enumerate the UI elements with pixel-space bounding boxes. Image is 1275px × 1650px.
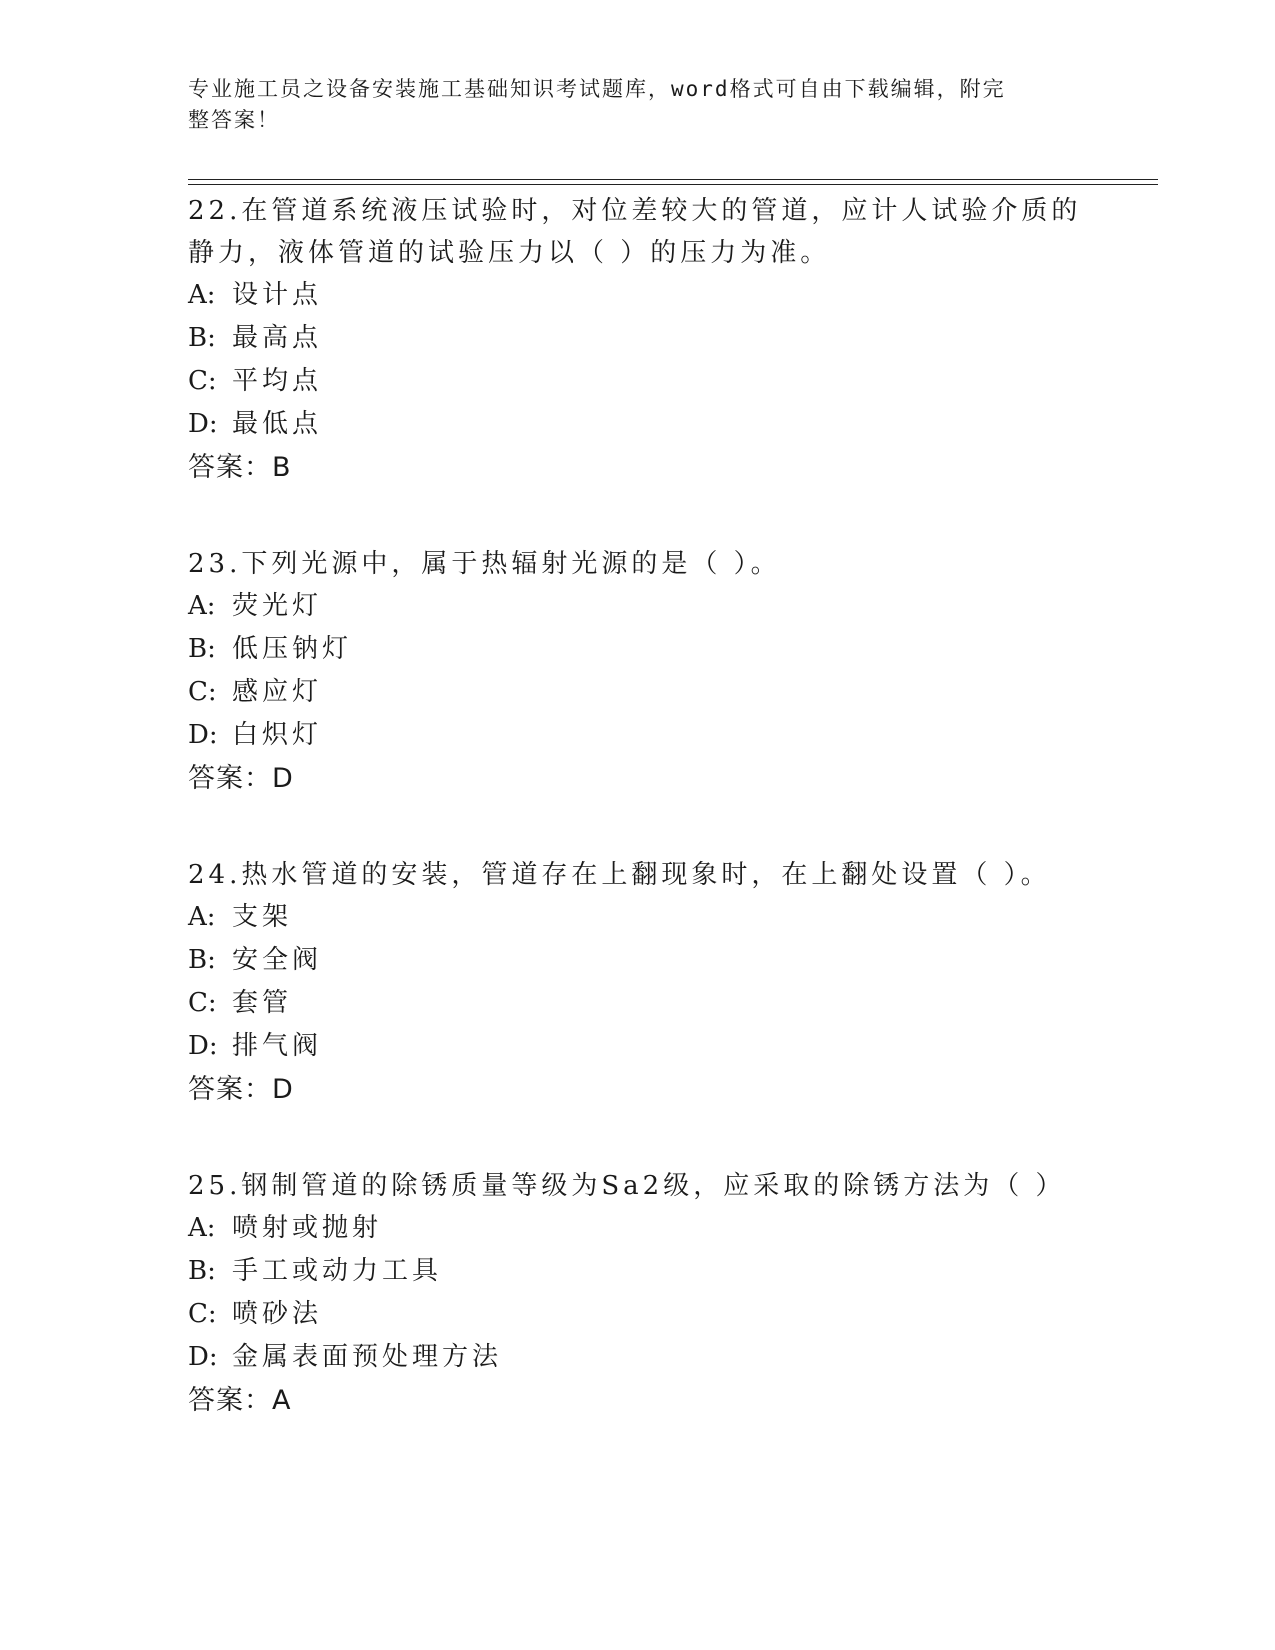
question-22 bbox=[188, 188, 1088, 492]
option-key: C: bbox=[188, 1299, 217, 1329]
answer-line: 答案：A bbox=[188, 1385, 292, 1416]
option-key: B: bbox=[188, 323, 216, 353]
option-key: D: bbox=[188, 1342, 218, 1372]
option-text: 平均点 bbox=[232, 366, 323, 396]
option-text: 喷砂法 bbox=[232, 1299, 323, 1329]
option-key: C: bbox=[188, 988, 217, 1018]
answer-line: 答案：D bbox=[188, 1074, 294, 1105]
option-key: A: bbox=[188, 902, 216, 932]
option-text: 感应灯 bbox=[232, 677, 323, 707]
option-key: D: bbox=[188, 1031, 218, 1061]
option-text: 金属表面预处理方法 bbox=[232, 1342, 503, 1372]
option-d bbox=[188, 1025, 1088, 1068]
option-key: D: bbox=[188, 720, 218, 750]
option-key: A: bbox=[188, 591, 216, 621]
option-text: 排气阀 bbox=[232, 1031, 323, 1061]
question-stem: 23.下列光源中，属于热辐射光源的是（ ）。 bbox=[188, 549, 781, 579]
option-b bbox=[188, 628, 1088, 671]
question-stem: 22.在管道系统液压试验时，对位差较大的管道，应计人试验介质的静力，液体管道的试验压力以（ ）的压力为准。 bbox=[188, 196, 1082, 268]
question-stem: 25.钢制管道的除锈质量等级为Sa2级，应采取的除锈方法为（ ） bbox=[188, 1171, 1066, 1201]
answer-line: 答案：B bbox=[188, 452, 292, 483]
option-a bbox=[188, 896, 1088, 939]
question-23 bbox=[188, 541, 1088, 803]
answer-line: 答案：D bbox=[188, 763, 294, 794]
option-d bbox=[188, 403, 1088, 446]
option-text: 设计点 bbox=[232, 280, 323, 310]
question-stem: 24.热水管道的安装，管道存在上翻现象时，在上翻处设置（ ）。 bbox=[188, 860, 1051, 890]
option-key: D: bbox=[188, 409, 218, 439]
option-text: 支架 bbox=[232, 902, 293, 932]
header-divider-top bbox=[188, 179, 1158, 180]
header-divider-bottom bbox=[188, 184, 1158, 185]
option-key: A: bbox=[188, 280, 216, 310]
option-a bbox=[188, 1207, 1088, 1250]
option-text: 喷射或抛射 bbox=[232, 1213, 383, 1243]
option-b bbox=[188, 1250, 1088, 1293]
option-c bbox=[188, 671, 1088, 714]
header-line-1: 专业施工员之设备安装施工基础知识考试题库，word格式可自由下载编辑，附完 bbox=[188, 77, 1006, 101]
option-text: 安全阀 bbox=[232, 945, 323, 975]
option-b bbox=[188, 317, 1088, 360]
option-key: C: bbox=[188, 677, 217, 707]
option-text: 最低点 bbox=[232, 409, 323, 439]
option-b bbox=[188, 939, 1088, 982]
header-line-2: 整答案！ bbox=[188, 108, 280, 132]
option-text: 手工或动力工具 bbox=[232, 1256, 443, 1286]
option-a bbox=[188, 585, 1088, 628]
question-25 bbox=[188, 1163, 1088, 1425]
option-text: 低压钠灯 bbox=[232, 634, 353, 664]
option-a bbox=[188, 274, 1088, 317]
option-d bbox=[188, 1336, 1088, 1379]
question-list bbox=[188, 188, 1088, 1474]
option-key: C: bbox=[188, 366, 217, 396]
option-c bbox=[188, 982, 1088, 1025]
question-24 bbox=[188, 852, 1088, 1114]
option-text: 白炽灯 bbox=[232, 720, 323, 750]
option-d bbox=[188, 714, 1088, 757]
option-c bbox=[188, 1293, 1088, 1336]
option-text: 最高点 bbox=[232, 323, 323, 353]
option-key: B: bbox=[188, 1256, 216, 1286]
document-header bbox=[188, 74, 1088, 136]
option-c bbox=[188, 360, 1088, 403]
option-key: A: bbox=[188, 1213, 216, 1243]
option-text: 套管 bbox=[232, 988, 293, 1018]
option-text: 荧光灯 bbox=[232, 591, 323, 621]
option-key: B: bbox=[188, 634, 216, 664]
option-key: B: bbox=[188, 945, 216, 975]
